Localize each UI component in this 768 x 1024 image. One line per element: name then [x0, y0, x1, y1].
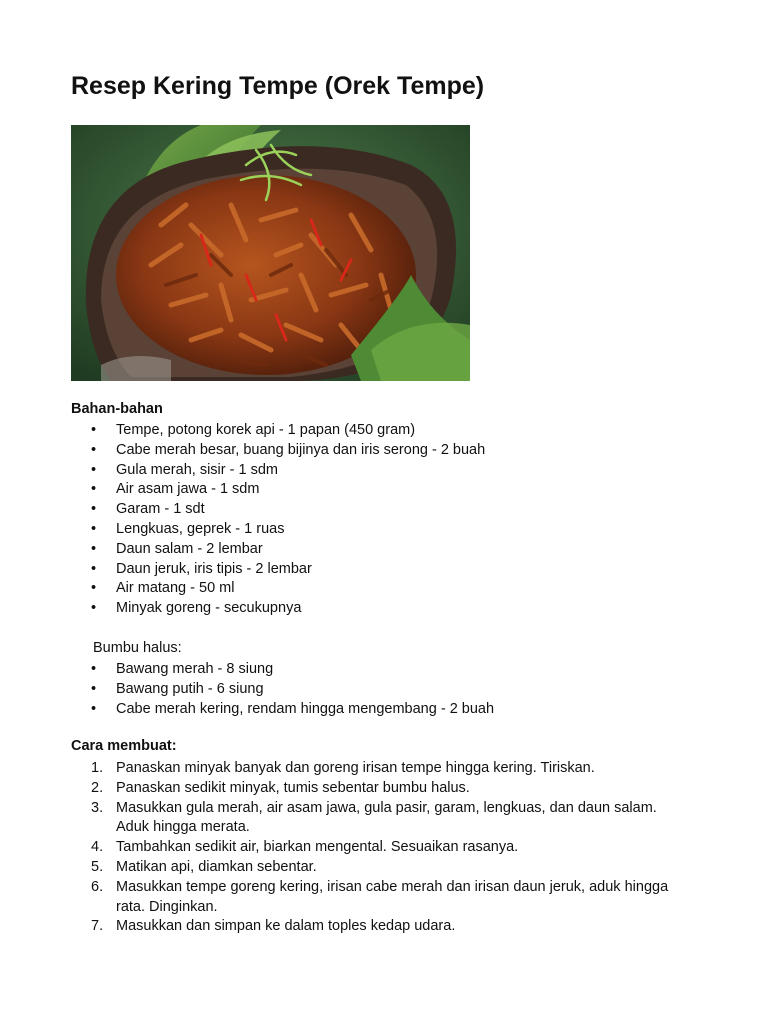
step-number: 2.: [91, 779, 104, 796]
step-number: 1.: [91, 760, 104, 776]
dish-photo: [71, 125, 470, 381]
list-item: • Bawang putih - 6 siung: [71, 680, 731, 700]
bumbu-label: Bumbu halus:: [93, 640, 182, 656]
method-steps: [71, 759, 731, 937]
list-item: • Bawang merah - 8 siung: [71, 660, 731, 680]
step-number: 6.: [91, 878, 104, 895]
ingredients-heading: Bahan-bahan: [71, 401, 163, 417]
list-item: • Minyak goreng - secukupnya: [71, 599, 731, 619]
step-text: Masukkan dan simpan ke dalam toples kedap udara.: [116, 918, 456, 935]
step-item: [71, 779, 731, 799]
step-text: Masukkan tempe goreng kering, irisan cabe merah dan irisan daun jeruk, aduk hingga: [116, 878, 669, 895]
step-text: Masukkan gula merah, air asam jawa, gula pasir, garam, lengkuas, dan daun salam.: [116, 799, 657, 816]
list-item: • Daun salam - 2 lembar: [71, 540, 731, 560]
step-text: Aduk hingga merata.: [116, 819, 250, 836]
list-item: • Daun jeruk, iris tipis - 2 lembar: [71, 560, 731, 580]
list-item: • Lengkuas, geprek - 1 ruas: [71, 520, 731, 540]
step-item: [71, 799, 731, 839]
list-item: • Gula merah, sisir - 1 sdm: [71, 461, 731, 481]
step-number: 5.: [91, 858, 104, 875]
bumbu-list: [71, 660, 731, 719]
step-text: rata. Dinginkan.: [116, 898, 218, 915]
step-item: [71, 838, 731, 858]
step-item: [71, 759, 731, 779]
step-text: Panaskan sedikit minyak, tumis sebentar bumbu halus.: [116, 779, 470, 796]
method-heading: Cara membuat:: [71, 738, 177, 754]
list-item: • Cabe merah besar, buang bijinya dan iris serong - 2 buah: [71, 441, 731, 461]
step-item: [71, 878, 731, 918]
list-item: • Air matang - 50 ml: [71, 579, 731, 599]
page-title: Resep Kering Tempe (Orek Tempe): [71, 72, 485, 100]
ingredient-list: [71, 421, 731, 619]
step-item: [71, 858, 731, 878]
step-number: 4.: [91, 839, 104, 856]
step-text: Tambahkan sedikit air, biarkan mengental. Sesuaikan rasanya.: [116, 839, 519, 856]
list-item: • Air asam jawa - 1 sdm: [71, 480, 731, 500]
list-item: • Garam - 1 sdt: [71, 500, 731, 520]
step-text: Matikan api, diamkan sebentar.: [116, 858, 317, 875]
step-text: Panaskan minyak banyak dan goreng irisan tempe hingga kering. Tiriskan.: [116, 760, 595, 776]
list-item: • Tempe, potong korek api - 1 papan (450 gram): [71, 421, 731, 441]
step-item: [71, 917, 731, 937]
step-number: 7.: [91, 918, 104, 935]
step-number: 3.: [91, 799, 104, 816]
list-item: • Cabe merah kering, rendam hingga mengembang - 2 buah: [71, 700, 731, 720]
